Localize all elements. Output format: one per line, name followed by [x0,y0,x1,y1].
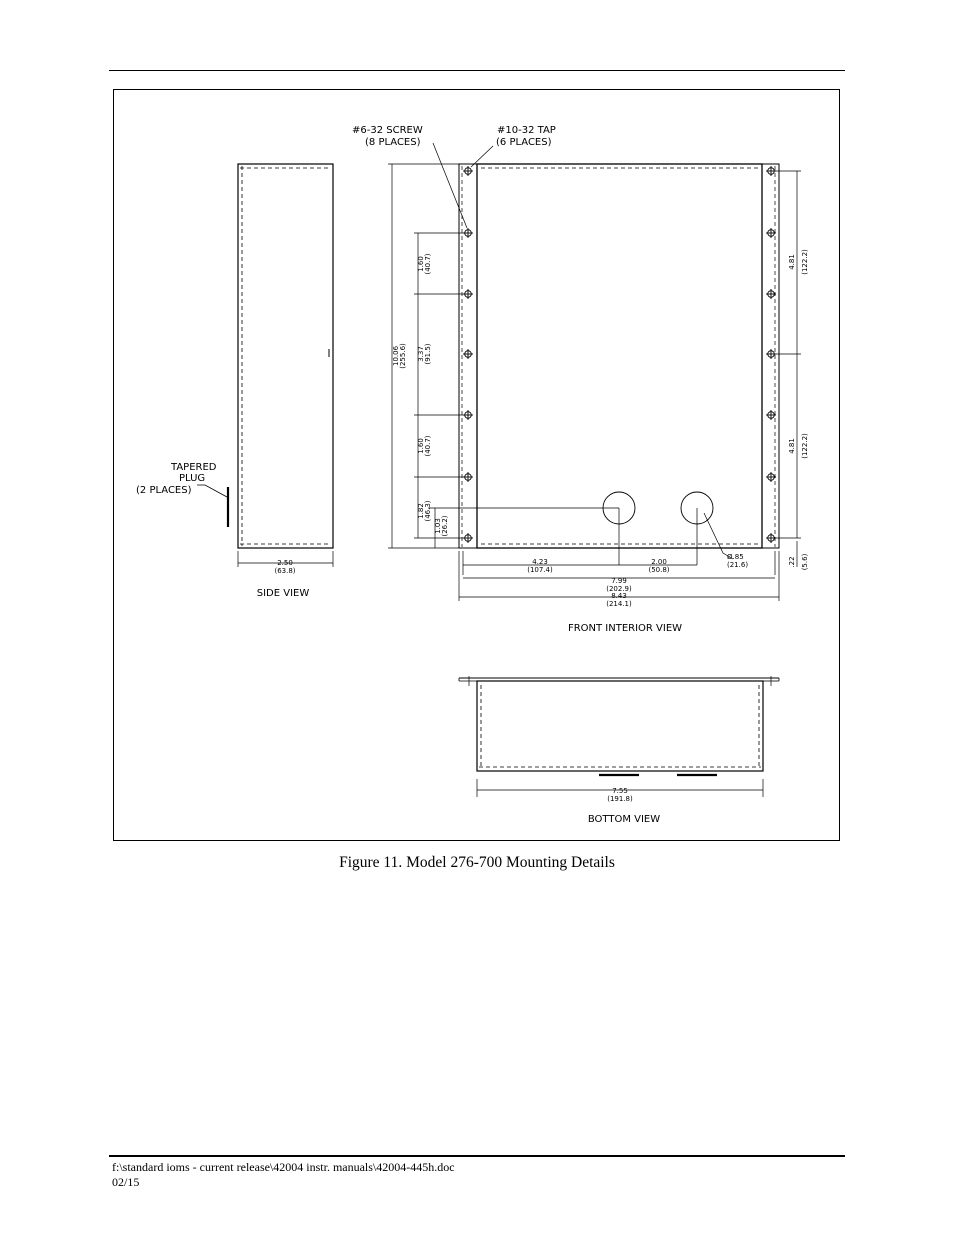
mounting-drawing-svg [113,89,840,841]
bottom-to-hole-dim: 1.82 [417,503,425,519]
side-view-label: SIDE VIEW [256,588,310,599]
plug-label-line3: (2 PLACES) [136,485,192,496]
to-knockout1-dim-mm: (107.4) [527,566,553,574]
inner-width-dim: 7.99 [611,577,627,585]
side-width-dim: 2.50 [277,559,293,567]
right-upper-dim: 4.81 [788,254,796,270]
header-rule [109,70,845,71]
hole-spacing-upper-dim-mm: (40.7) [424,253,432,275]
right-upper-dim-mm: (122.2) [801,249,809,275]
to-knockout1-dim: 4.23 [532,558,548,566]
bottom-to-first-dim: 1.03 [434,518,442,534]
overall-width-dim-mm: (214.1) [606,600,632,608]
bottom-view-label: BOTTOM VIEW [587,814,661,825]
knockout-dia-dim: Ø.85 [727,553,744,561]
bottom-width-dim-mm: (191.8) [607,795,633,803]
front-interior-view [428,164,779,565]
knockout-spacing-dim-mm: (50.8) [648,566,670,574]
screw-callout-line2: (8 PLACES) [365,137,421,148]
overall-height-dim: 10.06 [392,345,400,367]
hole-spacing-middle-dim: 3.37 [417,346,425,362]
bottom-width-dim: 7.55 [612,787,628,795]
bottom-to-hole-dim-mm: (46.3) [424,500,432,522]
hole-spacing-lower-dim: 1.60 [417,438,425,454]
overall-width-dim: 8.43 [611,592,627,600]
right-lower-dim: 4.81 [788,438,796,454]
tap-callout-line2: (6 PLACES) [496,137,552,148]
inner-width-dim-mm: (202.9) [606,585,632,593]
mounting-drawing [113,89,840,841]
right-lower-dim-mm: (122.2) [801,433,809,459]
hole-spacing-lower-dim-mm: (40.7) [424,435,432,457]
plug-label-line2: PLUG [179,473,206,484]
knockout-dia-dim-mm: (21.6) [727,561,749,569]
tap-callout-line1: #10-32 TAP [497,125,556,136]
footer-rule [109,1155,845,1157]
right-bottom-dim: .22 [788,556,796,568]
footer-file-path: f:\standard ioms - current release\42004 instr. manuals\42004-445h.doc [112,1160,455,1174]
bottom-view [459,676,779,797]
front-view-label: FRONT INTERIOR VIEW [567,623,683,634]
hole-spacing-upper-dim: 1.60 [417,256,425,272]
overall-height-dim-mm: (255.6) [399,343,407,369]
mounting-holes [463,166,776,543]
side-view [197,164,333,567]
bottom-to-first-dim-mm: (26.2) [441,515,449,537]
knockout-spacing-dim: 2.00 [651,558,667,566]
hole-spacing-middle-dim-mm: (91.5) [424,343,432,365]
footer [112,1160,455,1190]
plug-label-line1: TAPERED [171,462,217,473]
figure-caption: Figure 11. Model 276-700 Mounting Details [339,854,615,871]
callout-leaders [433,143,493,228]
right-bottom-dim-mm: (5.6) [801,553,809,571]
screw-callout-line1: #6-32 SCREW [352,125,423,136]
footer-date: 02/15 [112,1175,140,1189]
side-width-dim-mm: (63.8) [274,567,296,575]
